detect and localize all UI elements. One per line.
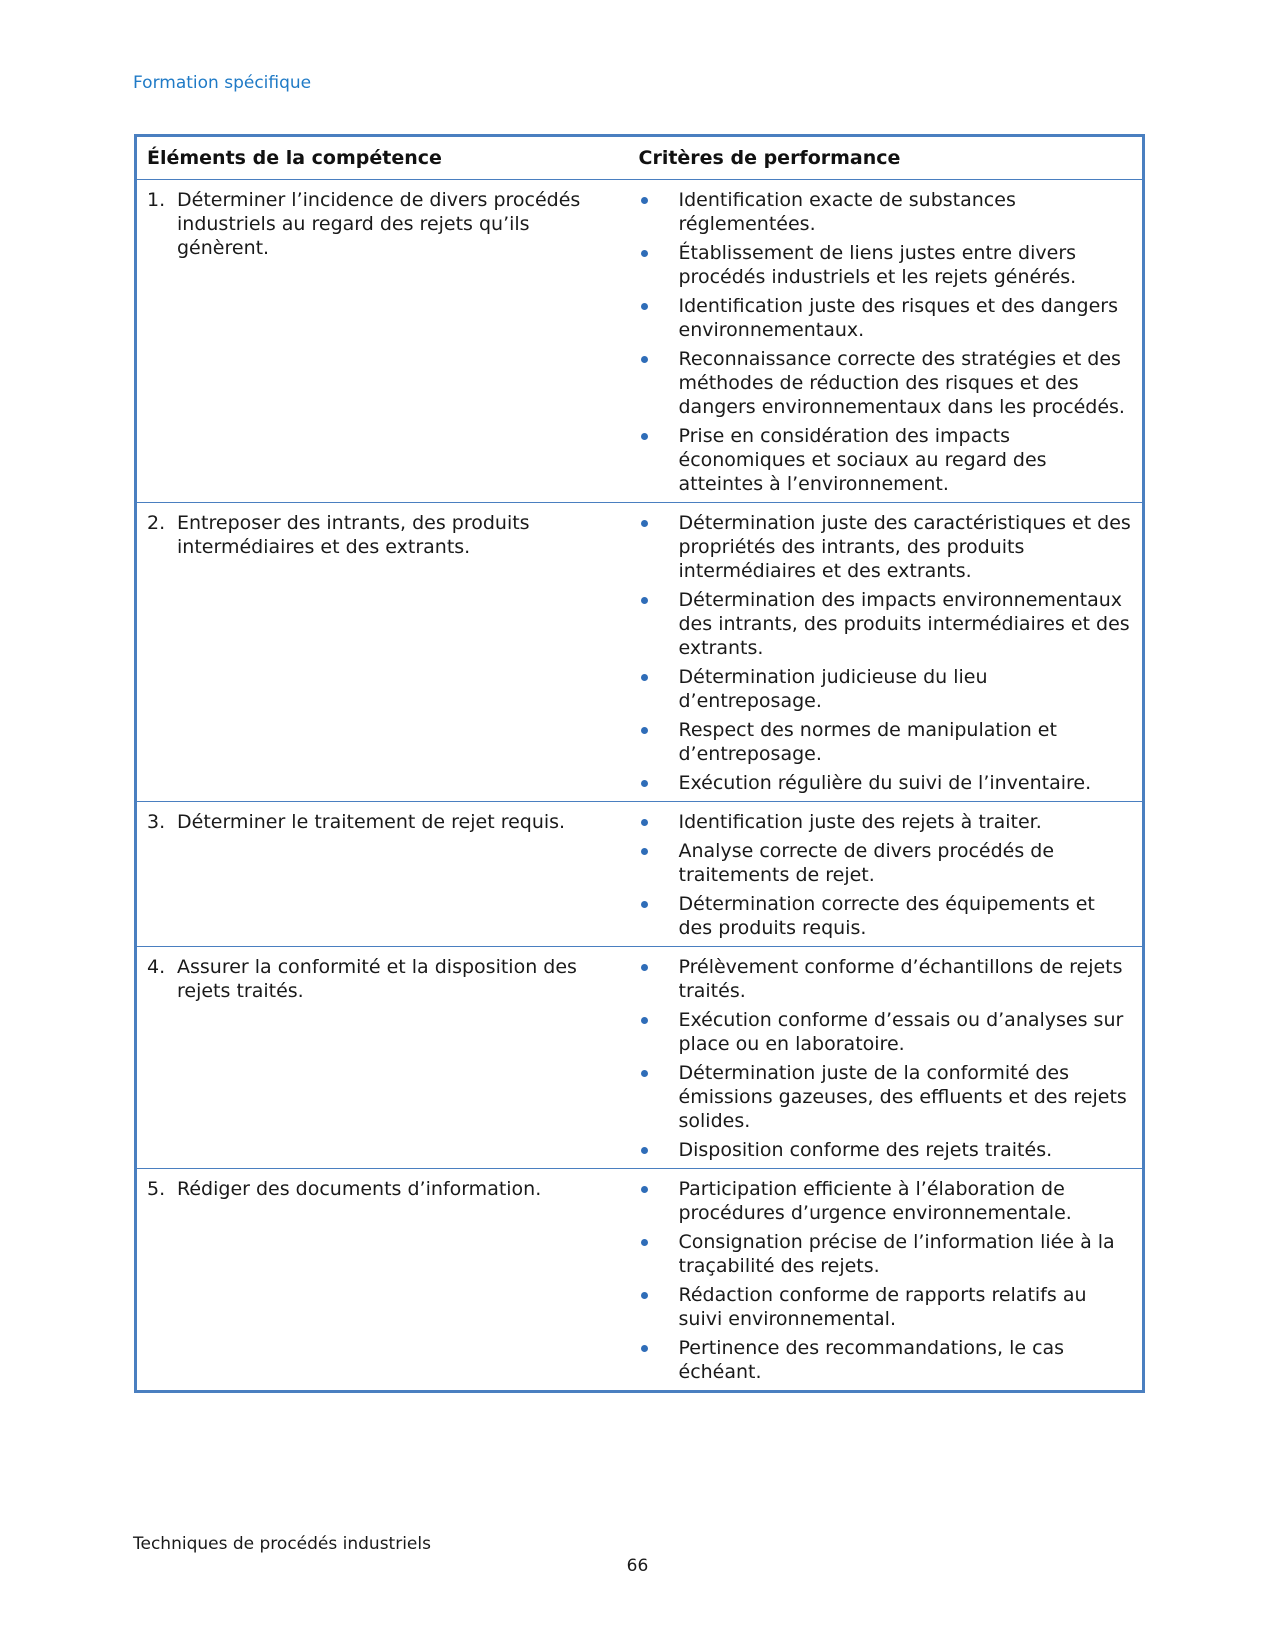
criteria-list-item [639,1138,1133,1162]
criteria-list-item [639,955,1133,1003]
element-text: Entreposer des intrants, des produits intermédiaires et des extrants. [177,512,530,558]
table-row [136,1169,1144,1392]
bullet-icon [639,511,679,583]
performance-criteria-cell [629,1169,1144,1392]
criterion-text: Consignation précise de l’information liée à la traçabilité des rejets. [678,1231,1115,1277]
criterion-text: Disposition conforme des rejets traités. [678,1139,1053,1161]
criterion-text: Détermination des impacts environnementaux des intrants, des produits intermédiaires et des extrants. [678,589,1130,659]
criteria-list-item [639,839,1133,887]
bullet-icon [639,718,679,766]
bullet-icon [639,1336,679,1384]
criteria-list-item [639,424,1133,496]
bullet-icon [639,771,679,795]
criterion-text: Identification juste des risques et des dangers environnementaux. [678,295,1118,341]
competence-element [147,810,619,834]
criteria-list [639,810,1133,940]
element-number: 5. [147,1178,166,1200]
criterion-text: Établissement de liens justes entre divers procédés industriels et les rejets générés. [678,242,1077,288]
table-body [136,180,1144,1392]
competence-element [147,511,619,559]
criterion-text: Prélèvement conforme d’échantillons de rejets traités. [678,956,1123,1002]
column-header-criteria: Critères de performance [629,136,1144,180]
criteria-list-item [639,1061,1133,1133]
competence-element-cell [136,503,629,802]
criterion-text: Exécution conforme d’essais ou d’analyses sur place ou en laboratoire. [678,1009,1124,1055]
criterion-text: Reconnaissance correcte des stratégies et des méthodes de réduction des risques et des dangers environnementaux dans les procédés. [678,348,1125,418]
criteria-list-item [639,241,1133,289]
criterion-text: Détermination juste de la conformité des émissions gazeuses, des effluents et des rejets solides. [678,1062,1127,1132]
criteria-list [639,1177,1133,1384]
bullet-icon [639,424,679,496]
criteria-list-item [639,1008,1133,1056]
competence-element-cell [136,947,629,1169]
element-number: 4. [147,956,166,978]
bullet-icon [639,665,679,713]
bullet-icon [639,1230,679,1278]
performance-criteria-cell [629,180,1144,503]
page-number: 66 [626,1556,649,1576]
criterion-text: Pertinence des recommandations, le cas échéant. [678,1337,1065,1383]
bullet-icon [639,892,679,940]
bullet-icon [639,955,679,1003]
running-header: Formation spécifique [133,73,312,93]
criterion-text: Détermination juste des caractéristiques et des propriétés des intrants, des produits intermédiaires et des extrants. [678,512,1131,582]
criterion-text: Exécution régulière du suivi de l’inventaire. [678,772,1092,794]
column-header-elements: Éléments de la compétence [136,136,629,180]
criterion-text: Analyse correcte de divers procédés de traitements de rejet. [678,840,1055,886]
criteria-list-item [639,665,1133,713]
performance-criteria-cell [629,947,1144,1169]
bullet-icon [639,810,679,834]
performance-criteria-cell [629,503,1144,802]
criteria-list-item [639,511,1133,583]
table-row [136,503,1144,802]
competence-element-cell [136,802,629,947]
criteria-list-item [639,294,1133,342]
criteria-list-item [639,771,1133,795]
bullet-icon [639,294,679,342]
bullet-icon [639,241,679,289]
criterion-text: Détermination judicieuse du lieu d’entreposage. [678,666,988,712]
criteria-list-item [639,188,1133,236]
table-row [136,802,1144,947]
element-number: 3. [147,811,166,833]
criteria-list-item [639,588,1133,660]
competence-table [134,134,1145,1393]
bullet-icon [639,1061,679,1133]
criterion-text: Identification juste des rejets à traiter. [678,811,1042,833]
criteria-list-item [639,1230,1133,1278]
criteria-list [639,188,1133,496]
criterion-text: Respect des normes de manipulation et d’entreposage. [678,719,1057,765]
table-row [136,947,1144,1169]
competence-element-cell [136,1169,629,1392]
bullet-icon [639,1283,679,1331]
performance-criteria-cell [629,802,1144,947]
criteria-list-item [639,1177,1133,1225]
criteria-list-item [639,810,1133,834]
competence-element [147,955,619,1003]
criteria-list [639,511,1133,795]
competence-table-wrapper [134,134,1142,1393]
bullet-icon [639,347,679,419]
element-number: 2. [147,512,166,534]
criterion-text: Identification exacte de substances réglementées. [678,189,1016,235]
footer-document-title: Techniques de procédés industriels [133,1534,431,1554]
bullet-icon [639,588,679,660]
element-text: Rédiger des documents d’information. [177,1178,542,1200]
criterion-text: Détermination correcte des équipements et des produits requis. [678,893,1095,939]
table-row [136,180,1144,503]
criteria-list-item [639,1336,1133,1384]
element-text: Assurer la conformité et la disposition des rejets traités. [177,956,577,1002]
criteria-list-item [639,718,1133,766]
criterion-text: Rédaction conforme de rapports relatifs au suivi environnemental. [678,1284,1087,1330]
criteria-list-item [639,347,1133,419]
competence-element [147,188,619,260]
criteria-list-item [639,892,1133,940]
criterion-text: Prise en considération des impacts économiques et sociaux au regard des atteintes à l’environnement. [678,425,1047,495]
bullet-icon [639,1177,679,1225]
element-number: 1. [147,189,166,211]
element-text: Déterminer le traitement de rejet requis. [177,811,566,833]
table-header-row [136,136,1144,180]
competence-element-cell [136,180,629,503]
criteria-list [639,955,1133,1162]
criterion-text: Participation efficiente à l’élaboration de procédures d’urgence environnementale. [678,1178,1072,1224]
bullet-icon [639,839,679,887]
criteria-list-item [639,1283,1133,1331]
bullet-icon [639,1008,679,1056]
bullet-icon [639,1138,679,1162]
competence-element [147,1177,619,1201]
element-text: Déterminer l’incidence de divers procédés industriels au regard des rejets qu’ils génèrent. [177,189,581,259]
bullet-icon [639,188,679,236]
